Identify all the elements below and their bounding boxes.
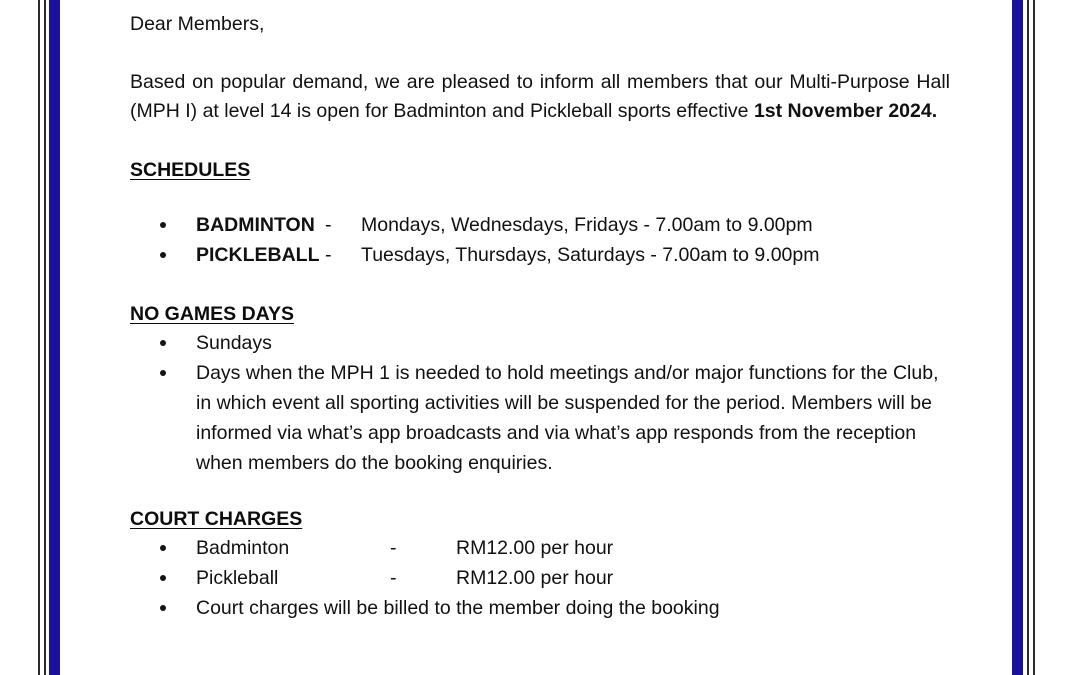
intro-text: Based on popular demand, we are pleased to inform all members that our Multi-Purpose Hall (MPH I) at level 14 is open for Badminton and Pickleball sports effective — [130, 71, 950, 122]
bullet-icon — [160, 340, 166, 346]
section-heading-schedules: SCHEDULES — [130, 159, 251, 181]
bullet-icon — [160, 605, 166, 611]
schedule-days-times: Tuesdays, Thursdays, Saturdays - 7.00am to 9.00pm — [361, 244, 820, 266]
list-item — [130, 563, 950, 593]
schedules-list — [130, 182, 950, 270]
bullet-icon — [160, 222, 166, 228]
border-navy-bar — [1012, 0, 1023, 675]
charge-rate: RM12.00 per hour — [456, 537, 614, 559]
bullet-icon — [160, 252, 166, 258]
schedule-sport-label: BADMINTON — [196, 214, 315, 236]
border-hairline-outer — [1033, 0, 1035, 675]
intro-paragraph — [130, 39, 950, 126]
list-item — [130, 210, 950, 240]
separator-dash: - — [390, 567, 397, 589]
separator-dash: - — [390, 537, 397, 559]
bullet-icon — [160, 370, 166, 376]
bullet-icon — [160, 545, 166, 551]
bullet-icon — [160, 575, 166, 581]
salutation: Dear Members, — [130, 13, 265, 35]
charge-rate: RM12.00 per hour — [456, 567, 614, 589]
court-charges-list — [130, 531, 950, 623]
border-hairline-outer — [38, 0, 40, 675]
list-item — [130, 240, 950, 270]
list-item — [130, 593, 950, 623]
charge-sport-label: Pickleball — [196, 567, 279, 589]
list-item — [130, 358, 950, 478]
separator-dash: - — [325, 214, 332, 236]
schedule-days-times: Mondays, Wednesdays, Fridays - 7.00am to 9.00pm — [361, 214, 813, 236]
border-hairline-inner — [44, 0, 46, 675]
charge-billing-note: Court charges will be billed to the member doing the booking — [196, 597, 720, 619]
effective-date: 1st November 2024. — [753, 100, 938, 122]
border-hairline-inner — [1027, 0, 1029, 675]
no-games-day-text: Days when the MPH 1 is needed to hold meetings and/or major functions for the Club, in which event all sporting activities will be suspended for the period. Members will be informed via what’s app broadcasts and via what’s app responds from the reception when members do the booking enquiries. — [196, 362, 939, 474]
list-item — [130, 328, 950, 358]
charge-sport-label: Badminton — [196, 537, 290, 559]
no-games-day-text: Sundays — [196, 332, 272, 354]
page-border-right — [1012, 0, 1034, 675]
page-border-left — [38, 0, 60, 675]
no-games-days-list — [130, 326, 950, 478]
list-item — [130, 533, 950, 563]
schedule-sport-label: PICKLEBALL — [196, 244, 320, 266]
border-navy-bar — [49, 0, 60, 675]
section-heading-court-charges: COURT CHARGES — [130, 508, 303, 530]
document-body — [130, 0, 950, 675]
section-heading-no-games-days: NO GAMES DAYS — [130, 303, 294, 325]
separator-dash: - — [325, 244, 332, 266]
